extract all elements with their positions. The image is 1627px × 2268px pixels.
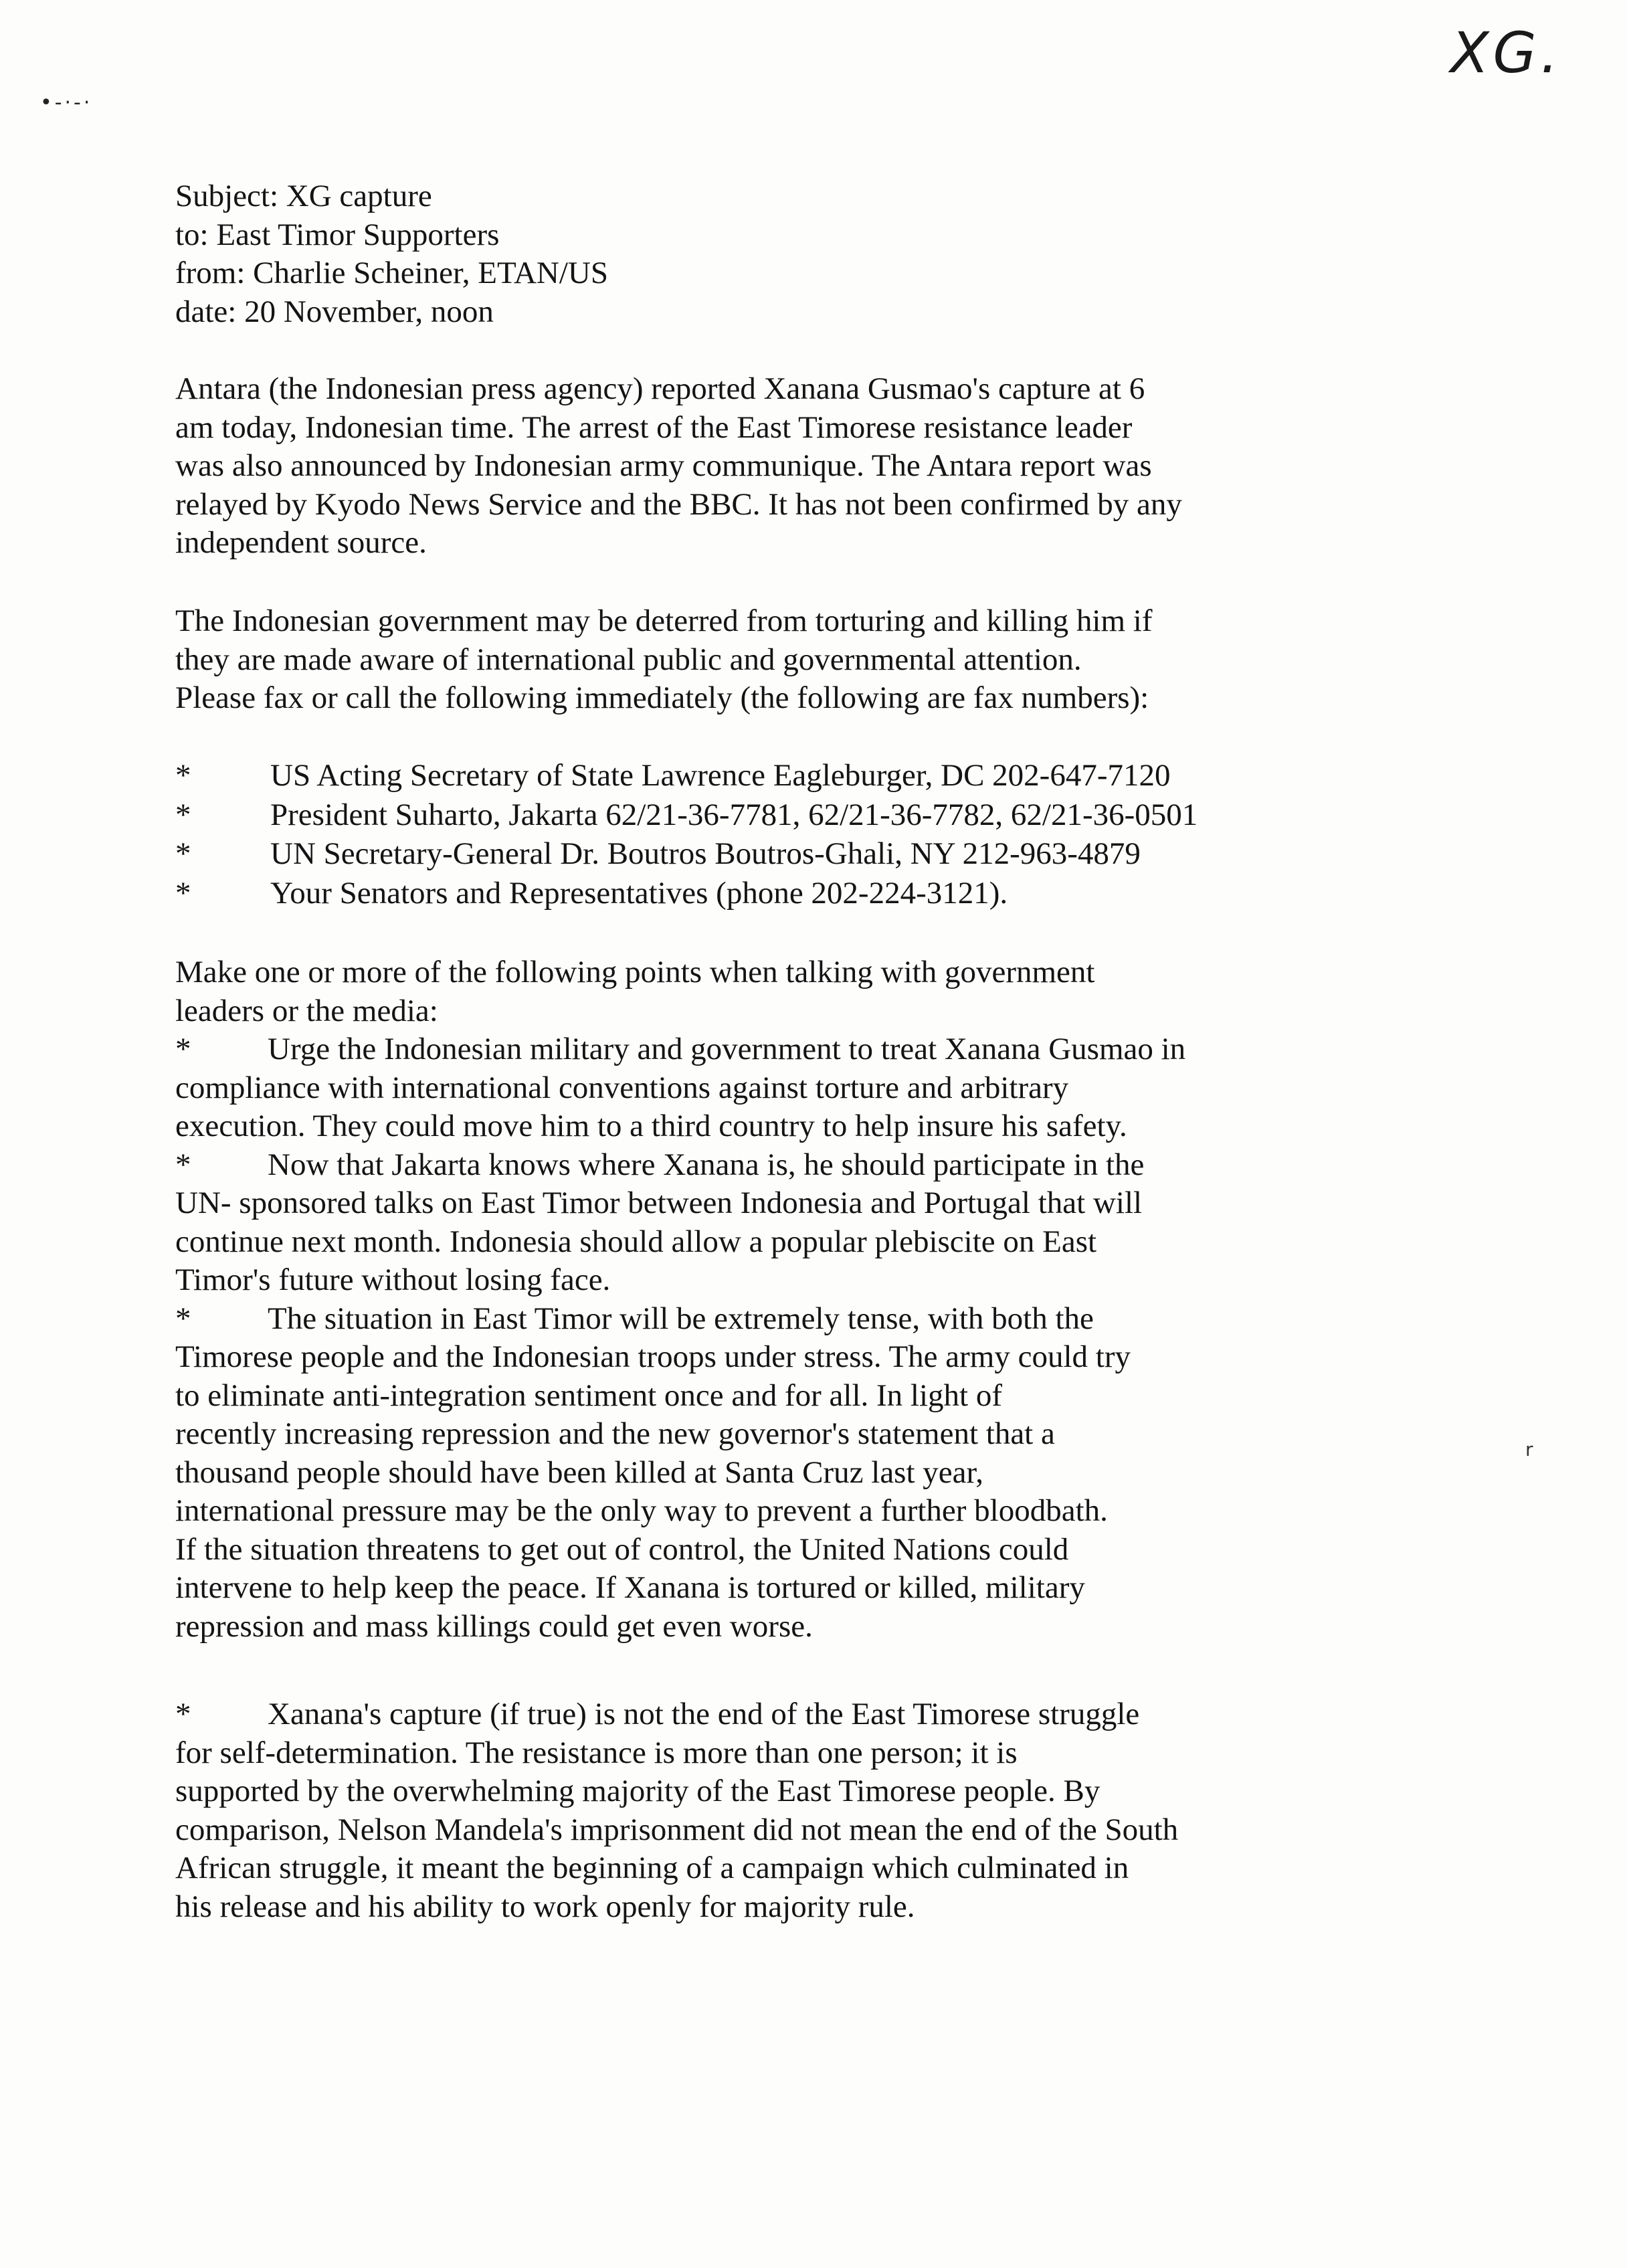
memo-header bbox=[175, 177, 1487, 331]
point-text: Now that Jakarta knows where Xanana is, he should participate in the bbox=[268, 1147, 1145, 1182]
contact-text: Your Senators and Representatives (phone 202-224-3121). bbox=[270, 875, 1008, 911]
text-line: Antara (the Indonesian press agency) reported Xanana Gusmao's capture at 6 bbox=[175, 371, 1145, 406]
text-line: recently increasing repression and the new governor's statement that a bbox=[175, 1416, 1055, 1451]
header-date: date: 20 November, noon bbox=[175, 294, 494, 329]
point-text: The situation in East Timor will be extremely tense, with both the bbox=[268, 1301, 1094, 1336]
paragraph-call-to-action bbox=[175, 602, 1487, 718]
text-line: comparison, Nelson Mandela's imprisonment did not mean the end of the South bbox=[175, 1812, 1179, 1847]
text-line: compliance with international conventions against torture and arbitrary bbox=[175, 1070, 1069, 1105]
contact-item bbox=[175, 795, 1198, 835]
contact-text: President Suharto, Jakarta 62/21-36-7781, 62/21-36-7782, 62/21-36-0501 bbox=[270, 797, 1198, 832]
contact-list bbox=[175, 756, 1198, 913]
contact-text: US Acting Secretary of State Lawrence Eagleburger, DC 202-647-7120 bbox=[270, 758, 1171, 793]
text-line: for self-determination. The resistance is more than one person; it is bbox=[175, 1735, 1018, 1770]
text-line: continue next month. Indonesia should allow a popular plebiscite on East bbox=[175, 1224, 1097, 1259]
bullet-star: * bbox=[175, 758, 191, 793]
bullet-star: * bbox=[175, 1032, 191, 1066]
header-from: from: Charlie Scheiner, ETAN/US bbox=[175, 256, 608, 290]
bullet-star: * bbox=[175, 875, 191, 911]
text-line: leaders or the media: bbox=[175, 993, 438, 1028]
text-line: African struggle, it meant the beginning of a campaign which culminated in bbox=[175, 1851, 1129, 1885]
text-line: independent source. bbox=[175, 525, 427, 560]
talking-point-final bbox=[175, 1695, 1487, 1926]
text-line: thousand people should have been killed at Santa Cruz last year, bbox=[175, 1454, 984, 1490]
text-line: Timorese people and the Indonesian troops under stress. The army could try bbox=[175, 1339, 1131, 1374]
point-first-line bbox=[175, 1146, 1487, 1185]
paragraph-capture-report bbox=[175, 370, 1487, 563]
point-first-line bbox=[175, 1030, 1487, 1069]
contact-item bbox=[175, 756, 1198, 795]
header-to: to: East Timor Supporters bbox=[175, 217, 500, 252]
point-text: Urge the Indonesian military and government to treat Xanana Gusmao in bbox=[268, 1032, 1186, 1066]
text-line: am today, Indonesian time. The arrest of the East Timorese resistance leader bbox=[175, 409, 1133, 445]
text-line: was also announced by Indonesian army communique. The Antara report was bbox=[175, 448, 1152, 483]
contact-item bbox=[175, 874, 1198, 913]
text-line: his release and his ability to work openly for majority rule. bbox=[175, 1889, 915, 1924]
text-line: intervene to help keep the peace. If Xanana is tortured or killed, military bbox=[175, 1570, 1085, 1605]
text-line: If the situation threatens to get out of control, the United Nations could bbox=[175, 1531, 1069, 1567]
text-line: relayed by Kyodo News Service and the BBC. It has not been confirmed by any bbox=[175, 486, 1182, 522]
text-line: international pressure may be the only way to prevent a further bloodbath. bbox=[175, 1493, 1108, 1528]
margin-tick-mark: r bbox=[1525, 1438, 1533, 1460]
header-subject: Subject: XG capture bbox=[175, 179, 432, 213]
text-line: they are made aware of international public and governmental attention. bbox=[175, 642, 1082, 677]
scan-artifact-mark: •-·-· bbox=[40, 91, 93, 114]
text-line: supported by the overwhelming majority of the East Timorese people. By bbox=[175, 1774, 1100, 1808]
text-line: Please fax or call the following immediately (the following are fax numbers): bbox=[175, 680, 1149, 715]
point-first-line bbox=[175, 1300, 1487, 1339]
point-text: Xanana's capture (if true) is not the end of the East Timorese struggle bbox=[268, 1697, 1140, 1731]
text-line: to eliminate anti-integration sentiment once and for all. In light of bbox=[175, 1378, 1002, 1413]
text-line: Timor's future without losing face. bbox=[175, 1262, 611, 1297]
contact-item bbox=[175, 834, 1198, 874]
text-line: execution. They could move him to a third country to help insure his safety. bbox=[175, 1109, 1127, 1143]
bullet-star: * bbox=[175, 1301, 191, 1336]
point-first-line bbox=[175, 1695, 1487, 1734]
bullet-star: * bbox=[175, 797, 191, 832]
bullet-star: * bbox=[175, 1697, 191, 1731]
text-line: repression and mass killings could get even worse. bbox=[175, 1608, 813, 1644]
contact-text: UN Secretary-General Dr. Boutros Boutros-Ghali, NY 212-963-4879 bbox=[270, 836, 1141, 871]
bullet-star: * bbox=[175, 836, 191, 871]
text-line: The Indonesian government may be deterred from torturing and killing him if bbox=[175, 603, 1153, 638]
text-line: Make one or more of the following points when talking with government bbox=[175, 955, 1095, 989]
handwritten-annotation: XG. bbox=[1450, 20, 1563, 86]
bullet-star: * bbox=[175, 1147, 191, 1182]
text-line: UN- sponsored talks on East Timor between Indonesia and Portugal that will bbox=[175, 1186, 1143, 1220]
talking-points bbox=[175, 953, 1487, 1646]
